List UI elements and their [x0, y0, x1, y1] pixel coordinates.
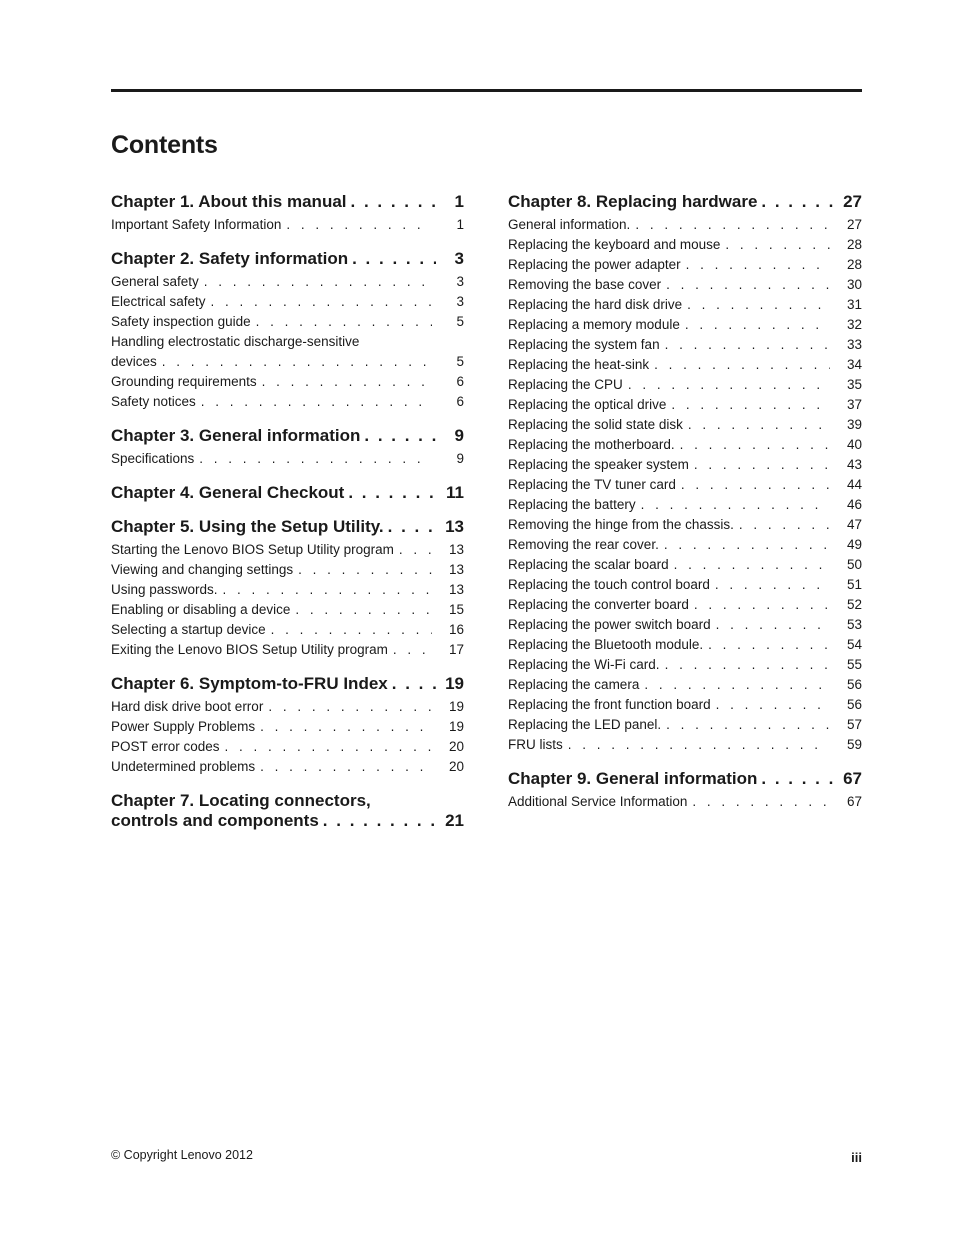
toc-entry-title: Replacing the keyboard and mouse — [508, 237, 721, 252]
dot-leader — [360, 426, 436, 446]
chapter-page-number: 1 — [454, 192, 464, 211]
dot-leader — [659, 535, 830, 555]
toc-entry-page: 16 — [448, 622, 464, 637]
toc-entry-link[interactable] — [508, 275, 862, 295]
dot-leader — [206, 292, 432, 312]
toc-entry-page: 67 — [846, 794, 862, 809]
toc-entry-title: POST error codes — [111, 739, 220, 754]
dot-leader — [293, 560, 432, 580]
toc-left-column — [111, 192, 464, 845]
toc-entry-page: 55 — [846, 657, 862, 672]
toc-entry-link[interactable] — [508, 555, 862, 575]
toc-entry-page: 57 — [846, 717, 862, 732]
toc-entry-title: Removing the base cover — [508, 277, 662, 292]
toc-entry-title: Removing the hinge from the chassis. — [508, 517, 734, 532]
toc-entry-title: Removing the rear cover. — [508, 537, 659, 552]
dot-leader — [348, 249, 436, 269]
toc-entry-title: Replacing the front function board — [508, 697, 711, 712]
toc-entry-page: 53 — [846, 617, 862, 632]
dot-leader — [220, 737, 432, 757]
toc-entry-link[interactable] — [508, 235, 862, 255]
dot-leader — [661, 275, 830, 295]
dot-leader — [687, 792, 830, 812]
toc-entry-page: 15 — [448, 602, 464, 617]
toc-entry-link[interactable] — [111, 540, 464, 560]
toc-entry-title: Replacing the speaker system — [508, 457, 689, 472]
toc-entry-title: Using passwords. — [111, 582, 218, 597]
page-title: Contents — [111, 131, 218, 159]
toc-entry-link[interactable] — [111, 757, 464, 777]
dot-leader — [623, 375, 830, 395]
toc-entry-title: Replacing the LED panel. — [508, 717, 662, 732]
toc-entry-title: Power Supply Problems — [111, 719, 256, 734]
toc-entry-link[interactable] — [508, 395, 862, 415]
toc-entry-page: 13 — [448, 582, 464, 597]
toc-entry-page: 52 — [846, 597, 862, 612]
dot-leader — [384, 517, 436, 537]
toc-entry-page: 31 — [846, 297, 862, 312]
toc-entry-page: 34 — [846, 357, 862, 372]
toc-entry-page: 59 — [846, 737, 862, 752]
dot-leader — [711, 695, 830, 715]
toc-entry-title: Replacing the system fan — [508, 337, 660, 352]
dot-leader — [661, 715, 830, 735]
toc-entry-link[interactable] — [111, 392, 464, 412]
toc-entry-title: General safety — [111, 274, 199, 289]
toc-entry-link[interactable] — [508, 515, 862, 535]
toc-entry-title: Replacing the power adapter — [508, 257, 681, 272]
dot-leader — [388, 640, 432, 660]
dot-leader — [251, 312, 432, 332]
dot-leader — [636, 495, 830, 515]
toc-entry-link[interactable] — [111, 272, 464, 292]
toc-entry-link[interactable] — [111, 717, 464, 737]
dot-leader — [639, 675, 830, 695]
chapter-title: Chapter 9. General information — [508, 769, 758, 788]
toc-entry-title: FRU lists — [508, 737, 563, 752]
toc-entry-page: 3 — [456, 294, 464, 309]
toc-entry-link[interactable] — [111, 372, 464, 392]
dot-leader — [344, 483, 436, 503]
chapter-title: Chapter 5. Using the Setup Utility. — [111, 517, 384, 536]
toc-entry-page: 43 — [846, 457, 862, 472]
dot-leader — [711, 615, 830, 635]
dot-leader — [682, 295, 830, 315]
dot-leader — [666, 395, 830, 415]
chapter-page-number: 21 — [445, 811, 464, 830]
toc-entry-link[interactable] — [508, 495, 862, 515]
toc-entry-page: 13 — [448, 562, 464, 577]
chapter-page-number: 9 — [454, 426, 464, 445]
dot-leader — [660, 335, 830, 355]
chapter-heading-link[interactable] — [111, 674, 464, 694]
toc-entry-title: Replacing the Bluetooth module. — [508, 637, 704, 652]
toc-entry-page: 1 — [456, 217, 464, 232]
dot-leader — [669, 555, 830, 575]
dot-leader — [649, 355, 830, 375]
dot-leader — [255, 717, 432, 737]
toc-entry-title: Replacing the power switch board — [508, 617, 711, 632]
dot-leader — [757, 192, 834, 212]
toc-entry-title: Replacing the solid state disk — [508, 417, 683, 432]
dot-leader — [660, 655, 830, 675]
chapter-heading-link[interactable] — [508, 769, 862, 789]
toc-entry-link[interactable] — [508, 655, 862, 675]
toc-entry-link[interactable] — [508, 715, 862, 735]
toc-entry-page: 28 — [846, 257, 862, 272]
toc-entry-page: 3 — [456, 274, 464, 289]
toc-entry-page: 51 — [846, 577, 862, 592]
toc-right-column — [508, 192, 862, 826]
toc-entry-link[interactable] — [508, 792, 862, 812]
toc-entry-page: 54 — [846, 637, 862, 652]
toc-chapter-6 — [111, 674, 464, 777]
toc-entry-title: Undetermined problems — [111, 759, 256, 774]
toc-entry-link[interactable] — [508, 355, 862, 375]
toc-entry-page: 33 — [846, 337, 862, 352]
dot-leader — [388, 674, 436, 694]
toc-entry-page: 46 — [846, 497, 862, 512]
toc-entry-title: Starting the Lenovo BIOS Setup Utility program — [111, 542, 394, 557]
toc-entry-title: Replacing the battery — [508, 497, 636, 512]
toc-entry-title: Hard disk drive boot error — [111, 699, 264, 714]
chapter-title: Chapter 3. General information — [111, 426, 361, 445]
toc-entry-title: Safety inspection guide — [111, 314, 251, 329]
dot-leader — [319, 811, 436, 831]
chapter-page-number: 19 — [445, 674, 464, 693]
toc-entry-page: 19 — [448, 719, 464, 734]
dot-leader — [266, 620, 432, 640]
dot-leader — [683, 415, 830, 435]
toc-entry-link[interactable] — [111, 580, 464, 600]
ch8-entries — [508, 215, 862, 755]
toc-entry-page: 39 — [846, 417, 862, 432]
toc-entry-title: Important Safety Information — [111, 217, 282, 232]
toc-entry-link[interactable] — [111, 292, 464, 312]
dot-leader — [347, 192, 436, 212]
toc-entry-page: 30 — [846, 277, 862, 292]
toc-entry-title: Replacing the hard disk drive — [508, 297, 683, 312]
toc-entry-link[interactable] — [111, 737, 464, 757]
toc-entry-link[interactable] — [508, 695, 862, 715]
chapter-title: Chapter 6. Symptom-to-FRU Index — [111, 674, 388, 693]
toc-chapter-4 — [111, 483, 464, 503]
dot-leader — [281, 215, 432, 235]
chapter-heading-link[interactable] — [508, 192, 862, 212]
toc-chapter-9 — [508, 769, 862, 812]
toc-entry-link[interactable] — [111, 312, 464, 332]
toc-chapter-2 — [111, 249, 464, 412]
toc-entry-link[interactable] — [508, 335, 862, 355]
toc-entry-page: 56 — [846, 697, 862, 712]
toc-entry-title: Safety notices — [111, 394, 196, 409]
toc-entry-link[interactable] — [508, 635, 862, 655]
dot-leader — [720, 235, 830, 255]
toc-entry-title: devices — [111, 354, 157, 369]
toc-entry-title: General information. — [508, 217, 631, 232]
toc-entry-page: 5 — [456, 314, 464, 329]
toc-entry-title: Viewing and changing settings — [111, 562, 294, 577]
toc-entry-page: 40 — [846, 437, 862, 452]
toc-entry-link[interactable] — [508, 295, 862, 315]
toc-entry-title: Replacing the motherboard. — [508, 437, 675, 452]
dot-leader — [257, 372, 432, 392]
toc-chapter-7 — [111, 791, 464, 831]
dot-leader — [218, 580, 432, 600]
toc-entry-link[interactable] — [508, 575, 862, 595]
dot-leader — [734, 515, 830, 535]
chapter-page-number: 11 — [446, 483, 464, 502]
chapter-page-number: 67 — [843, 769, 862, 788]
toc-entry-title: Specifications — [111, 451, 195, 466]
dot-leader — [681, 255, 830, 275]
toc-entry-link[interactable] — [508, 475, 862, 495]
dot-leader — [630, 215, 830, 235]
chapter-title: Chapter 4. General Checkout — [111, 483, 345, 502]
toc-entry-page: 28 — [846, 237, 862, 252]
toc-entry-title: Enabling or disabling a device — [111, 602, 291, 617]
chapter-title: Chapter 8. Replacing hardware — [508, 192, 758, 211]
toc-entry-page: 32 — [846, 317, 862, 332]
dot-leader — [689, 455, 830, 475]
dot-leader — [199, 272, 432, 292]
toc-entry-link[interactable] — [111, 449, 464, 469]
copyright-notice: © Copyright Lenovo 2012 — [111, 1148, 253, 1162]
toc-entry-title: Selecting a startup device — [111, 622, 266, 637]
toc-entry-title: Replacing the converter board — [508, 597, 689, 612]
toc-entry-page: 6 — [456, 374, 464, 389]
toc-entry-page: 9 — [456, 451, 464, 466]
toc-entry-title: Replacing the camera — [508, 677, 640, 692]
toc-chapter-3 — [111, 426, 464, 469]
dot-leader — [196, 392, 432, 412]
toc-entry-title: Exiting the Lenovo BIOS Setup Utility program — [111, 642, 388, 657]
toc-entry-link[interactable] — [508, 415, 862, 435]
toc-chapter-8 — [508, 192, 862, 755]
toc-entry-link[interactable] — [508, 375, 862, 395]
toc-entry-page: 19 — [448, 699, 464, 714]
toc-entry-link[interactable] — [111, 600, 464, 620]
toc-entry-page: 20 — [448, 759, 464, 774]
toc-entry-page: 50 — [846, 557, 862, 572]
toc-entry-title: Replacing the CPU — [508, 377, 623, 392]
toc-entry-link[interactable] — [508, 535, 862, 555]
dot-leader — [157, 352, 432, 372]
dot-leader — [563, 735, 830, 755]
toc-entry-page: 5 — [456, 354, 464, 369]
chapter-heading-link[interactable] — [111, 483, 464, 503]
toc-entry-page: 13 — [448, 542, 464, 557]
toc-entry-title: Replacing the TV tuner card — [508, 477, 676, 492]
toc-entry-title: Replacing the scalar board — [508, 557, 669, 572]
toc-entry-page: 27 — [846, 217, 862, 232]
top-rule — [111, 89, 862, 92]
dot-leader — [290, 600, 432, 620]
chapter-title: Chapter 1. About this manual — [111, 192, 347, 211]
chapter-heading-link[interactable] — [111, 426, 464, 446]
toc-entry-link[interactable] — [111, 640, 464, 660]
page-number: iii — [851, 1150, 862, 1165]
toc-entry-title: Replacing the touch control board — [508, 577, 710, 592]
dot-leader — [757, 769, 834, 789]
toc-chapter-1 — [111, 192, 464, 235]
chapter-title-line1: Chapter 7. Locating connectors, — [111, 791, 371, 810]
toc-entry-title: Replacing a memory module — [508, 317, 680, 332]
chapter-page-number: 3 — [454, 249, 464, 268]
dot-leader — [710, 575, 830, 595]
toc-entry-title: Grounding requirements — [111, 374, 257, 389]
dot-leader — [194, 449, 432, 469]
toc-entry-page: 6 — [456, 394, 464, 409]
toc-entry-page: 44 — [846, 477, 862, 492]
toc-entry-page: 47 — [846, 517, 862, 532]
toc-entry-page: 20 — [448, 739, 464, 754]
toc-entry-title: Electrical safety — [111, 294, 206, 309]
toc-entry-link[interactable] — [508, 435, 862, 455]
dot-leader — [689, 595, 830, 615]
toc-entry-link[interactable] — [508, 595, 862, 615]
dot-leader — [394, 540, 432, 560]
toc-chapter-5 — [111, 517, 464, 660]
chapter-title: Chapter 2. Safety information — [111, 249, 349, 268]
dot-leader — [703, 635, 830, 655]
toc-entry-page: 37 — [846, 397, 862, 412]
chapter-heading-link[interactable] — [111, 517, 464, 537]
toc-entry-link[interactable] — [111, 332, 464, 372]
toc-entry-page: 49 — [846, 537, 862, 552]
chapter-page-number: 13 — [445, 517, 464, 536]
toc-entry-title: Additional Service Information — [508, 794, 688, 809]
chapter-heading-link[interactable] — [111, 249, 464, 269]
toc-entry-page: 17 — [448, 642, 464, 657]
toc-entry-link[interactable] — [111, 697, 464, 717]
toc-entry-link[interactable] — [508, 255, 862, 275]
toc-entry-link[interactable] — [508, 615, 862, 635]
toc-entry-page: 35 — [846, 377, 862, 392]
toc-entry-link[interactable] — [508, 315, 862, 335]
toc-entry-link[interactable] — [508, 455, 862, 475]
toc-entry-title-line1: Handling electrostatic discharge-sensitive — [111, 334, 360, 349]
toc-entry-page: 56 — [846, 677, 862, 692]
toc-entry-link[interactable] — [111, 620, 464, 640]
dot-leader — [263, 697, 432, 717]
toc-entry-link[interactable] — [111, 215, 464, 235]
toc-entry-title: Replacing the Wi-Fi card. — [508, 657, 660, 672]
dot-leader — [676, 475, 830, 495]
toc-entry-link[interactable] — [111, 560, 464, 580]
dot-leader — [675, 435, 830, 455]
dot-leader — [680, 315, 830, 335]
chapter-heading-link[interactable] — [111, 192, 464, 212]
toc-entry-title: Replacing the optical drive — [508, 397, 667, 412]
chapter-heading-link[interactable] — [111, 791, 464, 831]
dot-leader — [255, 757, 432, 777]
toc-entry-link[interactable] — [508, 735, 862, 755]
toc-entry-link[interactable] — [508, 675, 862, 695]
toc-entry-title: Replacing the heat-sink — [508, 357, 650, 372]
chapter-title-line2: controls and components — [111, 811, 319, 830]
chapter-page-number: 27 — [843, 192, 862, 211]
toc-entry-link[interactable] — [508, 215, 862, 235]
